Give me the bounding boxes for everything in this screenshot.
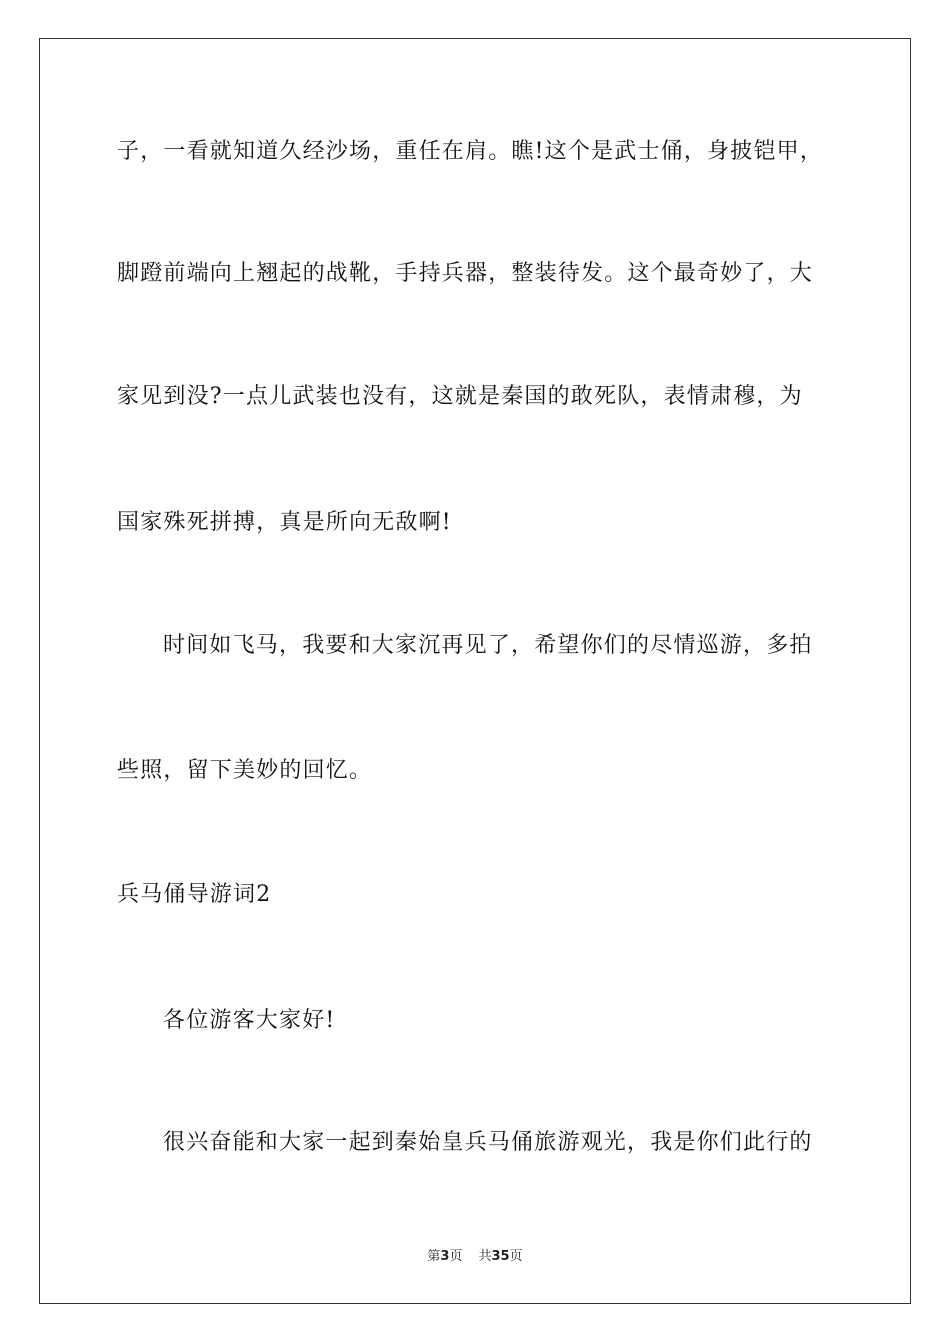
total-prefix: 共 bbox=[478, 1249, 492, 1264]
paragraph-line-3: 家见到没?一点儿武装也没有，这就是秦国的敢死队，表情肃穆，为 bbox=[117, 384, 803, 409]
page-suffix: 页 bbox=[449, 1249, 463, 1264]
total-pages: 35 bbox=[491, 1249, 510, 1264]
paragraph-line-6: 些照，留下美妙的回忆。 bbox=[117, 758, 373, 783]
paragraph-line-9: 很兴奋能和大家一起到秦始皇兵马俑旅游观光，我是你们此行的 bbox=[163, 1130, 813, 1155]
paragraph-line-4: 国家殊死拼搏，真是所向无敌啊! bbox=[117, 510, 452, 535]
paragraph-line-5: 时间如飞马，我要和大家沉再见了，希望你们的尽情巡游，多拍 bbox=[163, 633, 813, 658]
page-prefix: 第 bbox=[427, 1249, 441, 1264]
paragraph-line-2: 脚蹬前端向上翘起的战靴，手持兵器，整装待发。这个最奇妙了，大 bbox=[117, 261, 814, 286]
section-heading: 兵马俑导游词2 bbox=[117, 882, 272, 907]
total-suffix: 页 bbox=[509, 1249, 523, 1264]
page-number: 3 bbox=[440, 1249, 450, 1264]
paragraph-line-1: 子，一看就知道久经沙场，重任在肩。瞧!这个是武士俑，身披铠甲， bbox=[117, 139, 824, 164]
page-border bbox=[39, 38, 911, 1304]
page-footer bbox=[0, 1248, 950, 1266]
greeting-line: 各位游客大家好! bbox=[163, 1008, 336, 1033]
